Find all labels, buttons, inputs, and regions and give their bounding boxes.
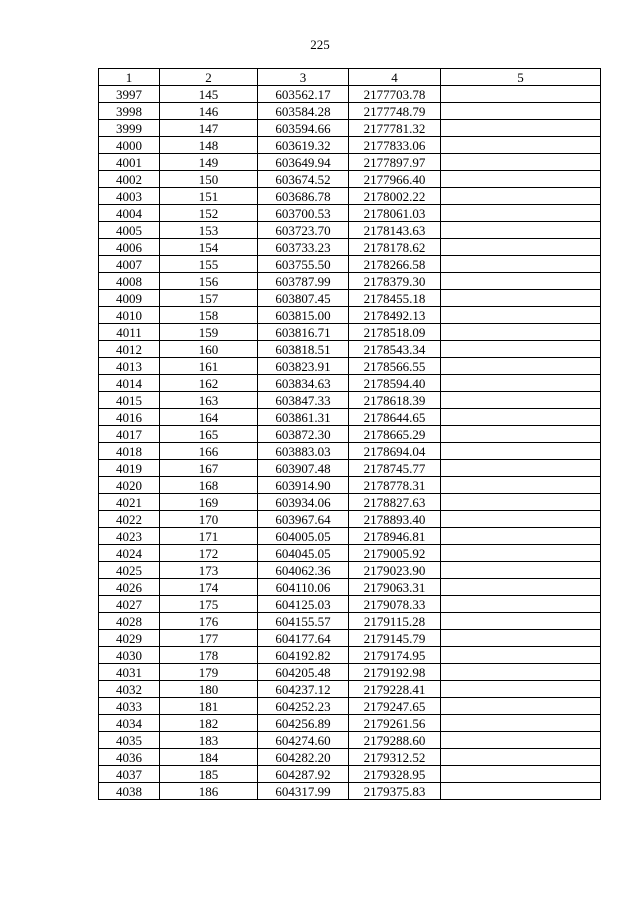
table-cell: 2179247.65 — [349, 698, 441, 715]
table-cell: 604317.99 — [258, 783, 349, 800]
table-cell: 4030 — [99, 647, 160, 664]
table-cell — [441, 86, 601, 103]
table-cell — [441, 103, 601, 120]
table-cell: 4037 — [99, 766, 160, 783]
table-cell: 4024 — [99, 545, 160, 562]
table-cell: 4003 — [99, 188, 160, 205]
table-cell: 167 — [160, 460, 258, 477]
table-cell: 151 — [160, 188, 258, 205]
table-cell: 603967.64 — [258, 511, 349, 528]
table-cell: 4032 — [99, 681, 160, 698]
table-cell: 150 — [160, 171, 258, 188]
table-cell — [441, 341, 601, 358]
table-cell — [441, 188, 601, 205]
table-cell: 604110.06 — [258, 579, 349, 596]
table-cell: 603723.70 — [258, 222, 349, 239]
table-cell: 2179174.95 — [349, 647, 441, 664]
table-cell — [441, 562, 601, 579]
table-cell — [441, 358, 601, 375]
table-cell: 603594.66 — [258, 120, 349, 137]
table-row — [99, 443, 601, 460]
table-cell: 2179005.92 — [349, 545, 441, 562]
table-cell: 181 — [160, 698, 258, 715]
table-row — [99, 426, 601, 443]
table-cell: 4002 — [99, 171, 160, 188]
table-cell: 165 — [160, 426, 258, 443]
table-row — [99, 681, 601, 698]
table-row — [99, 647, 601, 664]
table-cell: 603700.53 — [258, 205, 349, 222]
table-cell: 172 — [160, 545, 258, 562]
table-row — [99, 239, 601, 256]
table-cell: 2178178.62 — [349, 239, 441, 256]
table-cell: 161 — [160, 358, 258, 375]
table-row — [99, 86, 601, 103]
table-cell: 604125.03 — [258, 596, 349, 613]
table-cell: 183 — [160, 732, 258, 749]
table-cell: 4031 — [99, 664, 160, 681]
table-cell: 184 — [160, 749, 258, 766]
column-header: 1 — [99, 69, 160, 86]
table-cell: 604237.12 — [258, 681, 349, 698]
table-row — [99, 188, 601, 205]
table-cell: 163 — [160, 392, 258, 409]
table-cell: 186 — [160, 783, 258, 800]
table-cell: 4010 — [99, 307, 160, 324]
table-cell: 603823.91 — [258, 358, 349, 375]
table-cell: 4023 — [99, 528, 160, 545]
table-cell: 2179115.28 — [349, 613, 441, 630]
table-cell: 4028 — [99, 613, 160, 630]
table-row — [99, 579, 601, 596]
table-cell: 2178946.81 — [349, 528, 441, 545]
table-cell: 2178745.77 — [349, 460, 441, 477]
table-cell — [441, 511, 601, 528]
table-cell: 2179192.98 — [349, 664, 441, 681]
table-cell: 603686.78 — [258, 188, 349, 205]
coordinates-table — [98, 68, 601, 800]
table-cell: 2179312.52 — [349, 749, 441, 766]
table-cell — [441, 545, 601, 562]
table-cell: 160 — [160, 341, 258, 358]
table-cell: 603883.03 — [258, 443, 349, 460]
table-row — [99, 732, 601, 749]
table-row — [99, 477, 601, 494]
table-row — [99, 375, 601, 392]
table-cell: 603619.32 — [258, 137, 349, 154]
table-cell: 180 — [160, 681, 258, 698]
table-cell: 4001 — [99, 154, 160, 171]
table-cell: 604287.92 — [258, 766, 349, 783]
table-cell: 2178061.03 — [349, 205, 441, 222]
table-row — [99, 596, 601, 613]
table-cell: 148 — [160, 137, 258, 154]
table-row — [99, 307, 601, 324]
table-cell: 170 — [160, 511, 258, 528]
table-cell: 2178143.63 — [349, 222, 441, 239]
table-cell: 4004 — [99, 205, 160, 222]
table-cell: 2178518.09 — [349, 324, 441, 341]
table-cell: 603861.31 — [258, 409, 349, 426]
table-cell: 178 — [160, 647, 258, 664]
table-cell: 4033 — [99, 698, 160, 715]
table-row — [99, 630, 601, 647]
table-cell: 2179145.79 — [349, 630, 441, 647]
table-cell: 147 — [160, 120, 258, 137]
table-row — [99, 103, 601, 120]
table-cell: 4019 — [99, 460, 160, 477]
table-cell — [441, 477, 601, 494]
table-cell — [441, 375, 601, 392]
table-cell: 4005 — [99, 222, 160, 239]
table-cell: 603807.45 — [258, 290, 349, 307]
table-cell: 603907.48 — [258, 460, 349, 477]
table-cell: 149 — [160, 154, 258, 171]
table-row — [99, 137, 601, 154]
table-cell: 3999 — [99, 120, 160, 137]
table-cell: 166 — [160, 443, 258, 460]
table-cell: 604005.05 — [258, 528, 349, 545]
table-cell: 2179261.56 — [349, 715, 441, 732]
table-cell: 2177703.78 — [349, 86, 441, 103]
table-cell: 3997 — [99, 86, 160, 103]
table-cell — [441, 222, 601, 239]
table-cell: 4025 — [99, 562, 160, 579]
table-cell — [441, 120, 601, 137]
table-row — [99, 783, 601, 800]
table-cell: 4011 — [99, 324, 160, 341]
table-header-row — [99, 69, 601, 86]
table-cell — [441, 443, 601, 460]
table-row — [99, 324, 601, 341]
table-cell: 2178694.04 — [349, 443, 441, 460]
table-cell: 4008 — [99, 273, 160, 290]
table-cell — [441, 579, 601, 596]
table-cell: 2177897.97 — [349, 154, 441, 171]
table-cell: 2178827.63 — [349, 494, 441, 511]
table-cell: 604282.20 — [258, 749, 349, 766]
table-cell — [441, 426, 601, 443]
table-cell: 4022 — [99, 511, 160, 528]
table-cell — [441, 290, 601, 307]
table-cell — [441, 528, 601, 545]
table-cell: 603584.28 — [258, 103, 349, 120]
table-cell: 179 — [160, 664, 258, 681]
table-cell: 2178893.40 — [349, 511, 441, 528]
table-cell: 4026 — [99, 579, 160, 596]
table-cell — [441, 273, 601, 290]
table-cell: 4014 — [99, 375, 160, 392]
table-cell: 4029 — [99, 630, 160, 647]
table-cell: 4021 — [99, 494, 160, 511]
table-row — [99, 154, 601, 171]
table-row — [99, 358, 601, 375]
table-cell: 153 — [160, 222, 258, 239]
table-cell — [441, 205, 601, 222]
table-cell — [441, 154, 601, 171]
table-cell: 2179375.83 — [349, 783, 441, 800]
table-row — [99, 409, 601, 426]
table-cell: 603787.99 — [258, 273, 349, 290]
table-row — [99, 171, 601, 188]
table-cell: 2177748.79 — [349, 103, 441, 120]
table-cell: 2178492.13 — [349, 307, 441, 324]
table-cell — [441, 698, 601, 715]
table-cell: 146 — [160, 103, 258, 120]
table-cell: 157 — [160, 290, 258, 307]
table-cell: 185 — [160, 766, 258, 783]
table-cell: 2178266.58 — [349, 256, 441, 273]
column-header: 3 — [258, 69, 349, 86]
table-row — [99, 392, 601, 409]
table-row — [99, 749, 601, 766]
table-cell: 2179063.31 — [349, 579, 441, 596]
table-row — [99, 205, 601, 222]
table-cell: 158 — [160, 307, 258, 324]
table-cell — [441, 596, 601, 613]
table-cell — [441, 647, 601, 664]
table-row — [99, 494, 601, 511]
table-cell: 4036 — [99, 749, 160, 766]
table-cell — [441, 137, 601, 154]
page-number: 225 — [310, 37, 330, 52]
table-cell — [441, 256, 601, 273]
table-cell — [441, 613, 601, 630]
table-row — [99, 460, 601, 477]
table-cell: 2179078.33 — [349, 596, 441, 613]
table-cell: 152 — [160, 205, 258, 222]
table-cell — [441, 460, 601, 477]
table-cell: 2179228.41 — [349, 681, 441, 698]
table-cell: 2179023.90 — [349, 562, 441, 579]
table-cell: 4007 — [99, 256, 160, 273]
column-header: 4 — [349, 69, 441, 86]
table-cell: 2178566.55 — [349, 358, 441, 375]
table-cell: 182 — [160, 715, 258, 732]
table-cell: 164 — [160, 409, 258, 426]
column-header: 2 — [160, 69, 258, 86]
table-cell: 604155.57 — [258, 613, 349, 630]
table-cell: 4006 — [99, 239, 160, 256]
table-cell: 4015 — [99, 392, 160, 409]
table-cell — [441, 766, 601, 783]
table-cell: 604205.48 — [258, 664, 349, 681]
table-cell: 2178594.40 — [349, 375, 441, 392]
table-row — [99, 120, 601, 137]
table-cell: 603562.17 — [258, 86, 349, 103]
table-cell — [441, 171, 601, 188]
table-cell: 4012 — [99, 341, 160, 358]
table-row — [99, 222, 601, 239]
table-cell: 603834.63 — [258, 375, 349, 392]
table-row — [99, 290, 601, 307]
table-row — [99, 256, 601, 273]
table-cell — [441, 324, 601, 341]
table-cell: 4017 — [99, 426, 160, 443]
table-cell: 4013 — [99, 358, 160, 375]
table-cell: 2178644.65 — [349, 409, 441, 426]
table-cell: 168 — [160, 477, 258, 494]
table-cell — [441, 307, 601, 324]
table-cell: 4020 — [99, 477, 160, 494]
table-cell: 2178778.31 — [349, 477, 441, 494]
table-cell: 155 — [160, 256, 258, 273]
table-cell: 169 — [160, 494, 258, 511]
table-cell: 603674.52 — [258, 171, 349, 188]
table-row — [99, 613, 601, 630]
table-cell: 604256.89 — [258, 715, 349, 732]
table-cell: 171 — [160, 528, 258, 545]
table-row — [99, 698, 601, 715]
table-cell: 603815.00 — [258, 307, 349, 324]
table-body — [99, 86, 601, 800]
table-row — [99, 664, 601, 681]
table-cell: 604177.64 — [258, 630, 349, 647]
table-row — [99, 273, 601, 290]
table-cell: 604192.82 — [258, 647, 349, 664]
table-cell — [441, 732, 601, 749]
table-cell: 2179288.60 — [349, 732, 441, 749]
table-cell: 603818.51 — [258, 341, 349, 358]
table-cell: 603649.94 — [258, 154, 349, 171]
table-cell: 2178455.18 — [349, 290, 441, 307]
table-cell: 177 — [160, 630, 258, 647]
table-cell: 4000 — [99, 137, 160, 154]
table-cell: 603934.06 — [258, 494, 349, 511]
table-cell: 2178002.22 — [349, 188, 441, 205]
table-row — [99, 715, 601, 732]
table-cell — [441, 494, 601, 511]
table-row — [99, 341, 601, 358]
table-cell: 4038 — [99, 783, 160, 800]
table-cell — [441, 409, 601, 426]
table-cell — [441, 630, 601, 647]
table-row — [99, 545, 601, 562]
table-cell — [441, 239, 601, 256]
table-cell: 2179328.95 — [349, 766, 441, 783]
table-cell: 604045.05 — [258, 545, 349, 562]
table-cell: 162 — [160, 375, 258, 392]
table-cell: 4034 — [99, 715, 160, 732]
table-cell — [441, 715, 601, 732]
table-cell — [441, 392, 601, 409]
table-row — [99, 562, 601, 579]
table-cell: 603847.33 — [258, 392, 349, 409]
table-cell — [441, 783, 601, 800]
table-cell — [441, 681, 601, 698]
table-cell: 604274.60 — [258, 732, 349, 749]
table-cell: 2178665.29 — [349, 426, 441, 443]
table-cell: 603755.50 — [258, 256, 349, 273]
table-cell: 2177833.06 — [349, 137, 441, 154]
table-cell: 154 — [160, 239, 258, 256]
table-cell: 603816.71 — [258, 324, 349, 341]
table-cell: 603733.23 — [258, 239, 349, 256]
table-row — [99, 528, 601, 545]
table-cell: 4035 — [99, 732, 160, 749]
table-cell: 2178618.39 — [349, 392, 441, 409]
table-cell: 173 — [160, 562, 258, 579]
table-cell: 4016 — [99, 409, 160, 426]
table-cell: 603914.90 — [258, 477, 349, 494]
column-header: 5 — [441, 69, 601, 86]
table-cell: 604252.23 — [258, 698, 349, 715]
table-cell: 2177781.32 — [349, 120, 441, 137]
table-cell: 145 — [160, 86, 258, 103]
table-cell: 156 — [160, 273, 258, 290]
table-cell: 604062.36 — [258, 562, 349, 579]
table-row — [99, 511, 601, 528]
table-cell: 2178543.34 — [349, 341, 441, 358]
table-cell: 176 — [160, 613, 258, 630]
table-cell: 4009 — [99, 290, 160, 307]
table-cell: 4018 — [99, 443, 160, 460]
table-cell: 175 — [160, 596, 258, 613]
table-cell — [441, 749, 601, 766]
table-cell: 174 — [160, 579, 258, 596]
table-row — [99, 766, 601, 783]
table-cell: 3998 — [99, 103, 160, 120]
table-cell: 159 — [160, 324, 258, 341]
table-cell — [441, 664, 601, 681]
table-cell: 603872.30 — [258, 426, 349, 443]
table-cell: 2177966.40 — [349, 171, 441, 188]
table-cell: 2178379.30 — [349, 273, 441, 290]
table-cell: 4027 — [99, 596, 160, 613]
